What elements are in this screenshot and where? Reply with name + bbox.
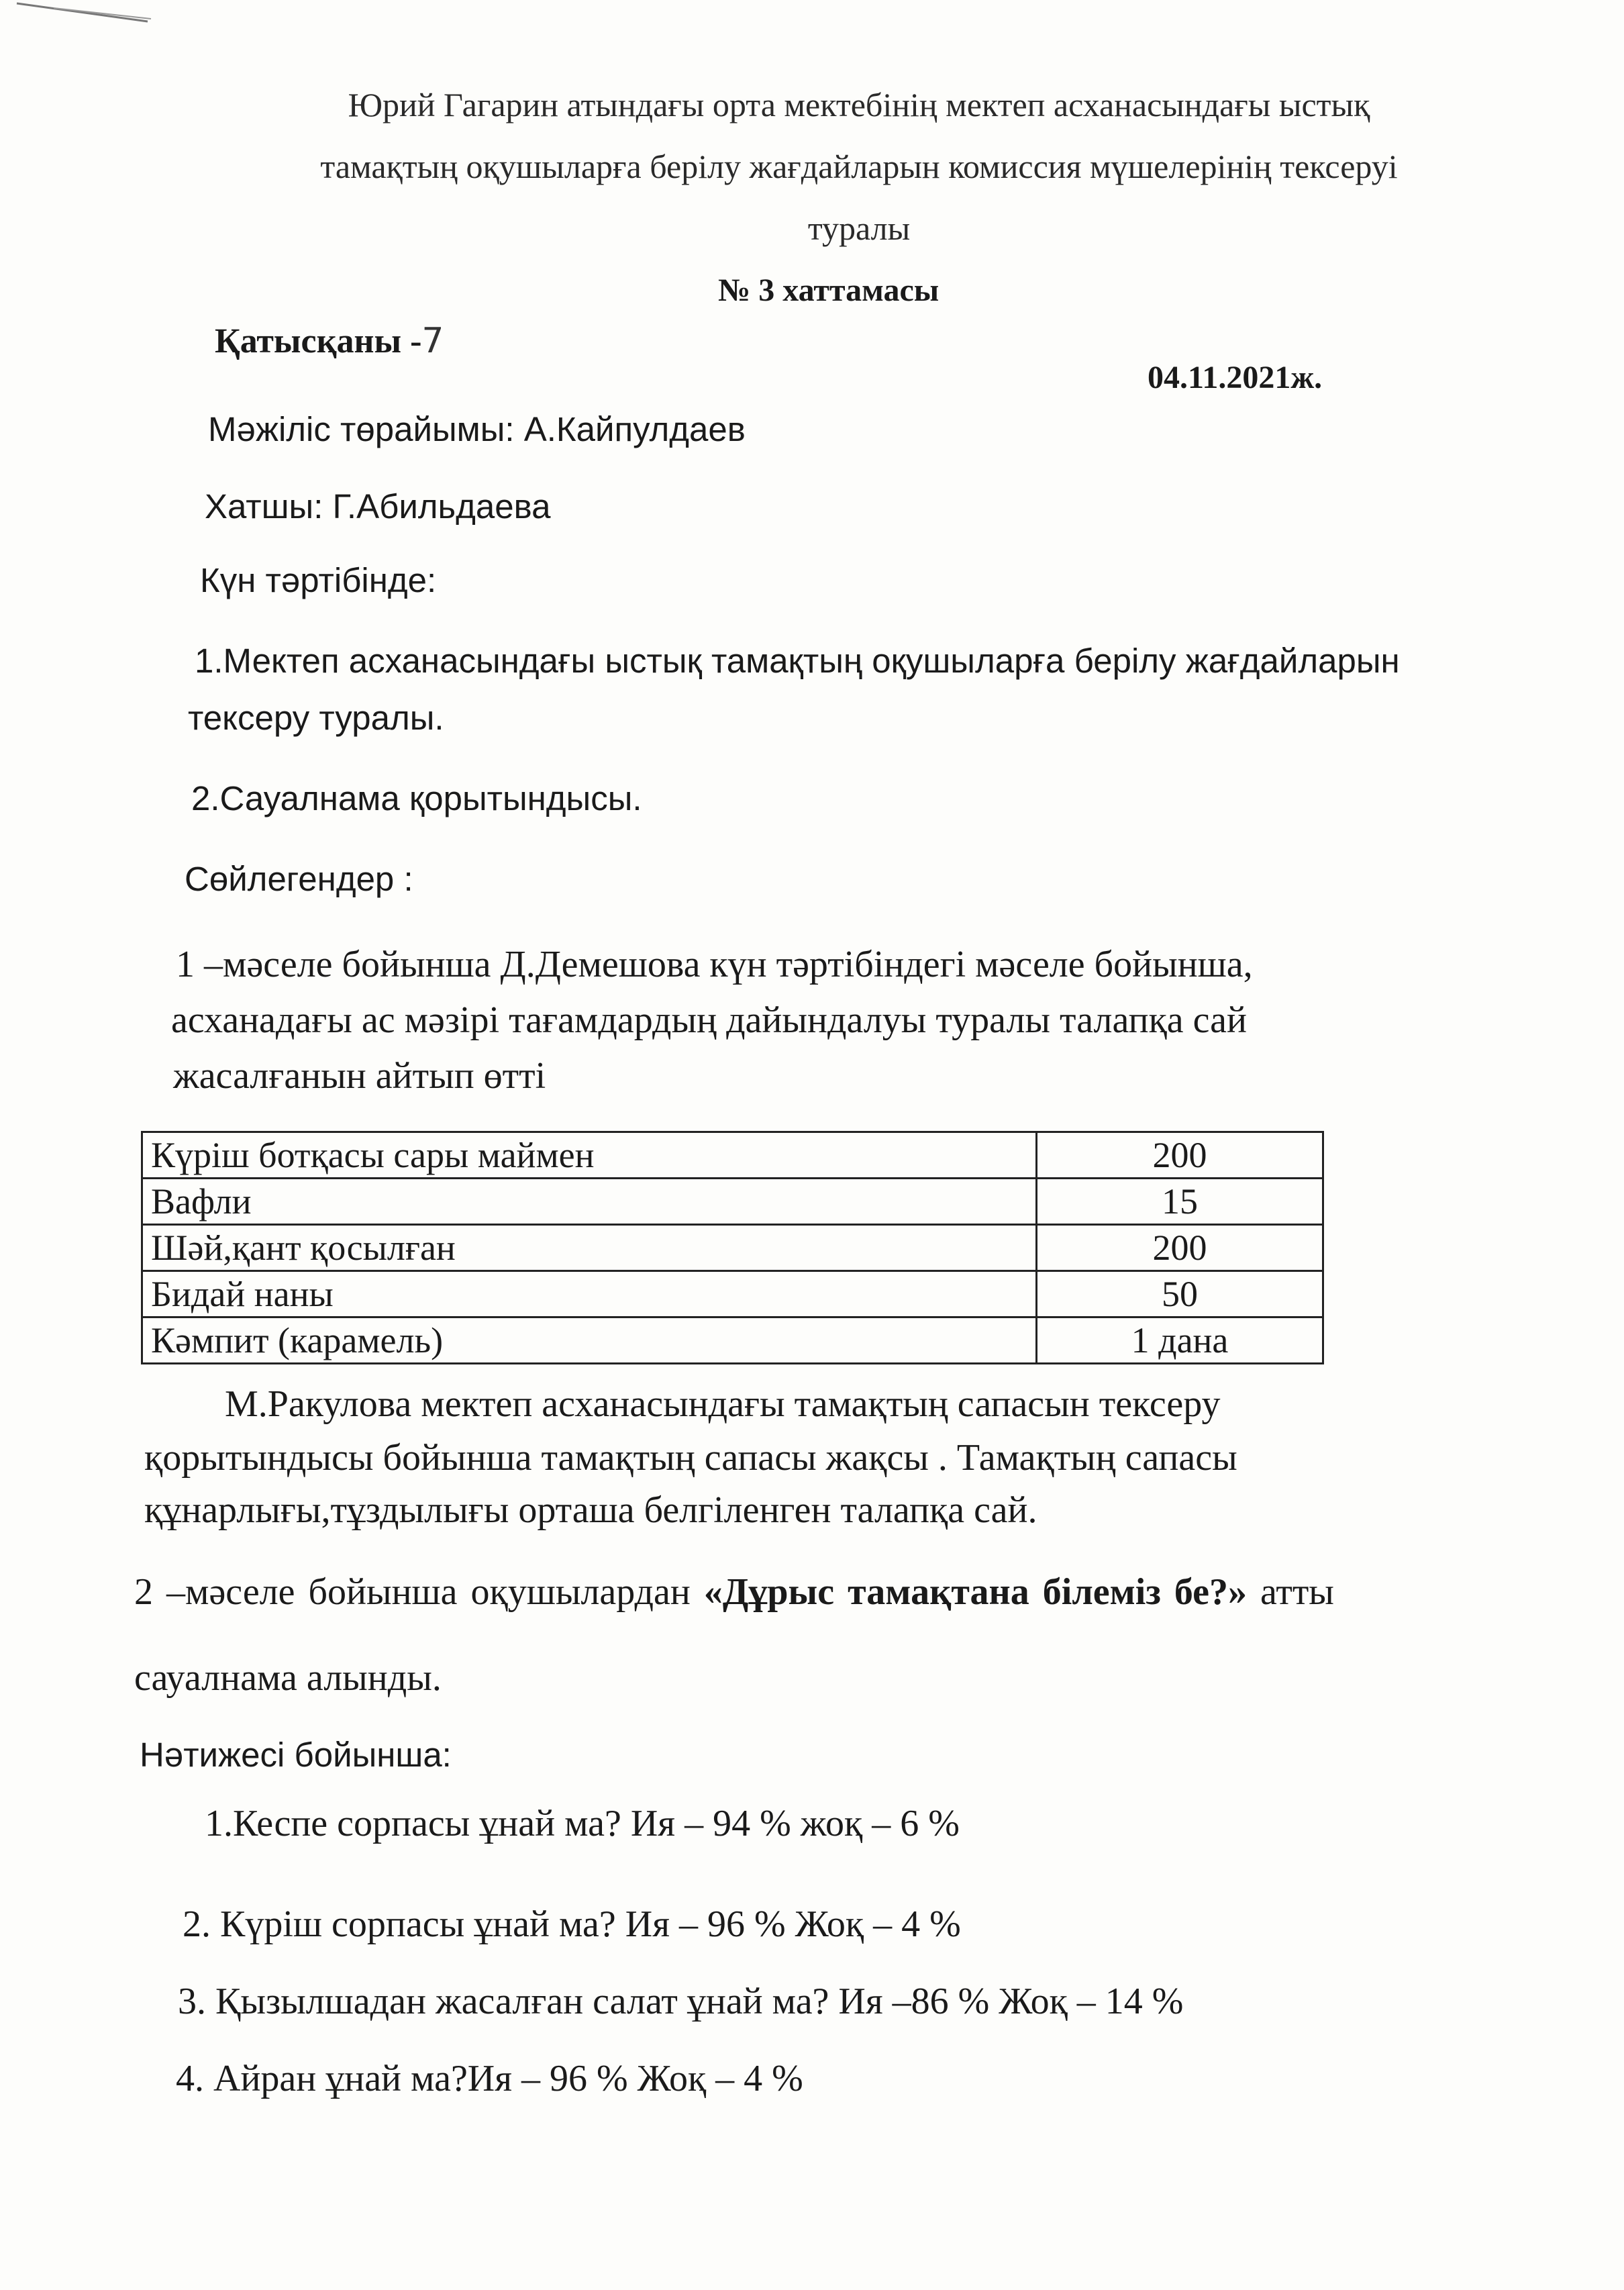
agenda-item-1-line-1: 1.Мектеп асханасындағы ыстық тамақтың оқушыларға берілу жағдайларын bbox=[195, 642, 1400, 680]
result-q1: 1.Кеспе сорпасы ұнай ма? Ия – 94 % жоқ – 6 % bbox=[205, 1803, 960, 1844]
result-q4: 4. Айран ұнай ма?Ия – 96 % Жоқ – 4 % bbox=[176, 2058, 803, 2099]
menu-item-name: Вафли bbox=[142, 1179, 1037, 1225]
participants-count: 7 bbox=[421, 321, 444, 361]
header-line-1: Юрий Гагарин атындағы орта мектебінің мектеп асханасындағы ыстық bbox=[348, 86, 1370, 123]
menu-table bbox=[141, 1131, 1324, 1364]
menu-item-qty: 200 bbox=[1037, 1132, 1323, 1179]
document-header bbox=[221, 74, 1496, 259]
participants-label: Қатысқаны - bbox=[215, 322, 422, 360]
quality-line-2: қорытындысы бойынша тамақтың сапасы жақсы . Тамақтың сапасы bbox=[144, 1437, 1237, 1479]
menu-item-name: Күріш ботқасы сары маймен bbox=[142, 1132, 1037, 1179]
table-row bbox=[142, 1317, 1323, 1364]
table-row bbox=[142, 1132, 1323, 1179]
survey-title: «Дұрыс тамақтана білеміз бе?» bbox=[703, 1571, 1247, 1613]
participants-line bbox=[215, 321, 444, 361]
agenda-label: Күн тәртібінде: bbox=[200, 561, 437, 599]
result-q2: 2. Күріш сорпасы ұнай ма? Ия – 96 % Жоқ – 4 % bbox=[183, 1903, 961, 1945]
menu-item-qty: 1 дана bbox=[1037, 1317, 1323, 1364]
issue-2-prefix: 2 –мәселе бойынша оқушылардан bbox=[134, 1571, 704, 1613]
results-label: Нәтижесі бойынша: bbox=[140, 1736, 452, 1774]
document-date: 04.11.2021ж. bbox=[1148, 360, 1323, 395]
header-line-3: туралы bbox=[807, 209, 911, 247]
issue-2-suffix: атты bbox=[1246, 1571, 1334, 1613]
issue-2-line-2: сауалнама алынды. bbox=[134, 1657, 442, 1699]
issue-1-line-1: 1 –мәселе бойынша Д.Демешова күн тәртібіндегі мәселе бойынша, bbox=[176, 944, 1253, 985]
menu-item-qty: 200 bbox=[1037, 1225, 1323, 1271]
table-row bbox=[142, 1179, 1323, 1225]
header-line-2: тамақтың оқушыларға берілу жағдайларын комиссия мүшелерінің тексеруі bbox=[320, 148, 1398, 185]
protocol-title: № 3 хаттамасы bbox=[718, 272, 940, 308]
table-row bbox=[142, 1271, 1323, 1317]
issue-2-line-1 bbox=[134, 1571, 1334, 1613]
issue-1-line-2: асханадағы ас мәзірі тағамдардың дайындалуы туралы талапқа сай bbox=[171, 999, 1247, 1041]
menu-item-qty: 50 bbox=[1037, 1271, 1323, 1317]
menu-item-name: Шәй,қант қосылған bbox=[142, 1225, 1037, 1271]
menu-item-name: Кәмпит (карамель) bbox=[142, 1317, 1037, 1364]
result-q3: 3. Қызылшадан жасалған салат ұнай ма? Ия –86 % Жоқ – 14 % bbox=[178, 1981, 1184, 2022]
chair-line: Мәжіліс төрайымы: А.Кайпулдаев bbox=[208, 410, 746, 448]
staple-mark bbox=[13, 0, 154, 27]
speakers-label: Сөйлегендер : bbox=[185, 860, 413, 898]
issue-1-line-3: жасалғанын айтып өтті bbox=[173, 1055, 546, 1097]
agenda-item-1-line-2: тексеру туралы. bbox=[188, 699, 444, 737]
table-row bbox=[142, 1225, 1323, 1271]
quality-line-3: құнарлығы,тұздылығы орташа белгіленген талапқа сай. bbox=[144, 1489, 1037, 1531]
menu-item-qty: 15 bbox=[1037, 1179, 1323, 1225]
agenda-item-2: 2.Сауалнама қорытындысы. bbox=[191, 779, 642, 817]
quality-line-1: М.Ракулова мектеп асханасындағы тамақтың сапасын тексеру bbox=[225, 1383, 1221, 1425]
menu-item-name: Бидай наны bbox=[142, 1271, 1037, 1317]
secretary-line: Хатшы: Г.Абильдаева bbox=[205, 487, 551, 526]
